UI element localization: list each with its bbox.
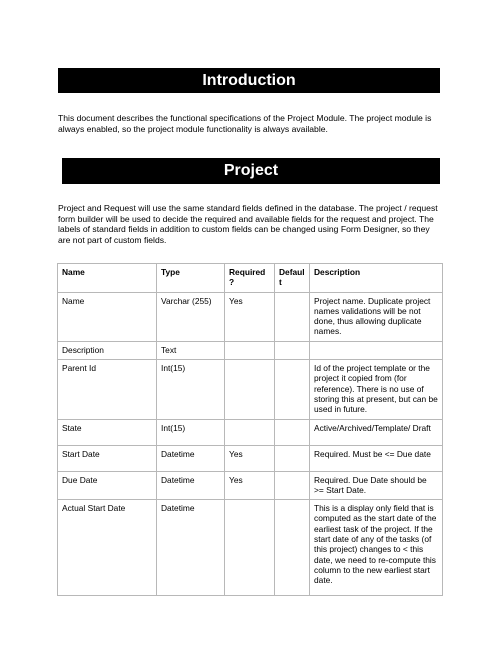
cell-description: Active/Archived/Template/ Draft (310, 419, 443, 445)
project-paragraph: Project and Request will use the same standard fields defined in the database. The project / request form builder will be used to decide the required and available fields for the request and project. The labels of standard fields in addition to custom fields can be changed using Form Designer, so they are not part of custom fields. (58, 203, 438, 245)
cell-default (275, 471, 310, 500)
cell-default (275, 445, 310, 471)
cell-required (225, 341, 275, 359)
cell-default (275, 341, 310, 359)
cell-description: Id of the project template or the project it copied from (for reference). There is no use of storing this at present, but can be used in future. (310, 360, 443, 419)
header-required: Required ? (225, 264, 275, 293)
cell-name: Actual Start Date (58, 500, 157, 596)
cell-name: Start Date (58, 445, 157, 471)
fields-table (57, 263, 443, 596)
cell-type: Int(15) (157, 419, 225, 445)
cell-name: State (58, 419, 157, 445)
cell-required (225, 419, 275, 445)
cell-type: Datetime (157, 500, 225, 596)
cell-required: Yes (225, 471, 275, 500)
table-header-row (58, 264, 443, 293)
cell-name: Description (58, 341, 157, 359)
cell-default (275, 500, 310, 596)
cell-description: Required. Must be <= Due date (310, 445, 443, 471)
header-description: Description (310, 264, 443, 293)
header-name: Name (58, 264, 157, 293)
table-row (58, 471, 443, 500)
cell-type: Text (157, 341, 225, 359)
table-row (58, 360, 443, 419)
project-heading: Project (62, 158, 440, 184)
cell-required: Yes (225, 292, 275, 341)
cell-type: Datetime (157, 445, 225, 471)
header-type: Type (157, 264, 225, 293)
table-row (58, 292, 443, 341)
table-row (58, 341, 443, 359)
cell-description: Project name. Duplicate project names validations will be not done, thus allowing duplicate names. (310, 292, 443, 341)
cell-type: Varchar (255) (157, 292, 225, 341)
cell-description: Required. Due Date should be >= Start Date. (310, 471, 443, 500)
cell-name: Parent Id (58, 360, 157, 419)
table-row (58, 419, 443, 445)
cell-name: Due Date (58, 471, 157, 500)
cell-name: Name (58, 292, 157, 341)
cell-type: Int(15) (157, 360, 225, 419)
introduction-paragraph: This document describes the functional specifications of the Project Module. The project module is always enabled, so the project module functionality is always available. (58, 113, 432, 134)
cell-default (275, 419, 310, 445)
cell-default (275, 292, 310, 341)
cell-default (275, 360, 310, 419)
introduction-heading: Introduction (58, 68, 440, 93)
cell-required: Yes (225, 445, 275, 471)
cell-description: This is a display only field that is computed as the start date of the earliest task of the project. If the start date of any of the tasks (of this project) changes to < this date, we need to re-compute this column to the new earliest start date. (310, 500, 443, 596)
cell-type: Datetime (157, 471, 225, 500)
cell-required (225, 360, 275, 419)
cell-description (310, 341, 443, 359)
header-default: Default (275, 264, 310, 293)
table-row (58, 500, 443, 596)
table-row (58, 445, 443, 471)
cell-required (225, 500, 275, 596)
